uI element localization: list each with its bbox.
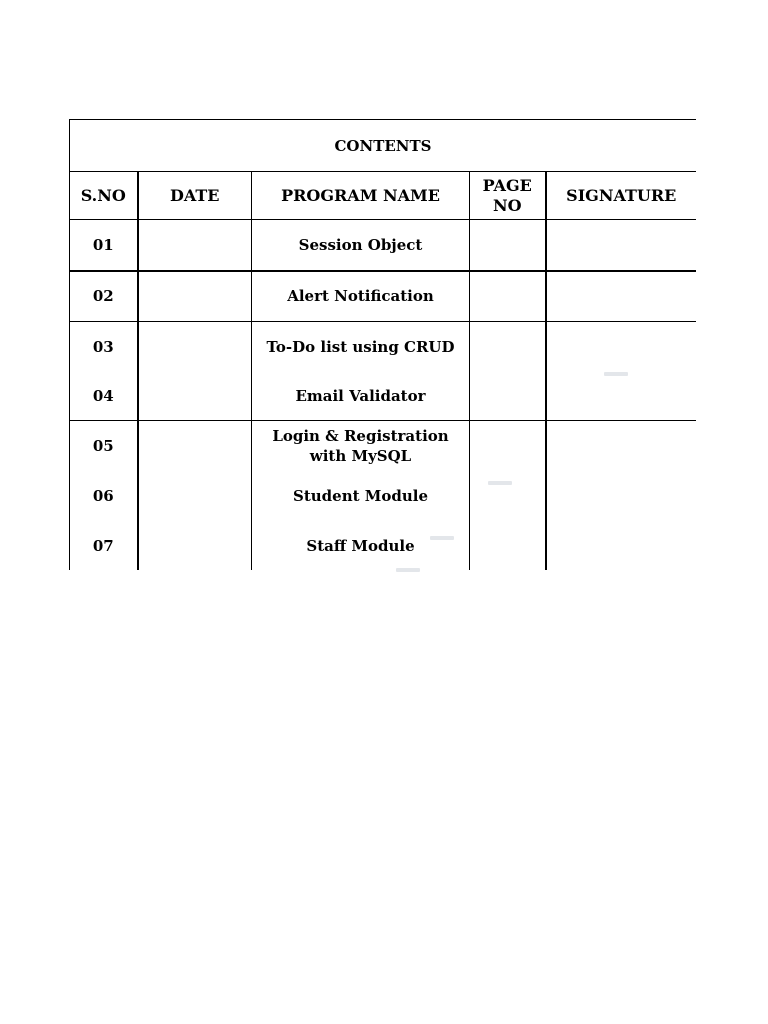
contents-table	[69, 119, 696, 570]
group-program-cell	[252, 421, 470, 571]
row-page-no	[470, 220, 546, 271]
row-date	[138, 220, 252, 271]
scan-smudge	[396, 568, 420, 572]
row-signature	[551, 371, 693, 420]
table-row	[70, 271, 697, 322]
scan-smudge	[430, 536, 454, 540]
row-program-name: Staff Module	[306, 537, 415, 555]
row-program-name: Alert Notification	[252, 271, 470, 322]
table-row-group	[70, 322, 697, 421]
group-page-cell	[470, 322, 546, 421]
row-sno: 01	[70, 220, 138, 271]
scan-smudge	[604, 372, 628, 376]
row-page-no	[474, 521, 541, 570]
title-row	[70, 120, 697, 172]
row-page-no	[474, 371, 541, 420]
group-signature-cell	[546, 322, 697, 421]
row-signature	[546, 271, 697, 322]
row-date	[143, 371, 248, 420]
row-program-name: Session Object	[252, 220, 470, 271]
header-date: DATE	[138, 172, 252, 220]
row-program-name: To-Do list using CRUD	[266, 337, 455, 356]
row-sno: 06	[92, 487, 114, 505]
header-sno: S.NO	[70, 172, 138, 220]
row-signature	[551, 471, 693, 521]
row-signature	[546, 220, 697, 271]
header-row	[70, 172, 697, 220]
row-sno: 03	[92, 337, 114, 356]
row-page-no	[474, 471, 541, 521]
row-page-no	[474, 421, 541, 471]
scan-smudge	[488, 481, 512, 485]
row-program-name: Email Validator	[295, 386, 426, 405]
contents-sheet	[69, 119, 696, 570]
row-sno: 04	[92, 386, 114, 405]
contents-title: CONTENTS	[70, 120, 697, 172]
row-date	[138, 271, 252, 322]
row-date	[143, 471, 248, 521]
group-date-cell	[138, 322, 252, 421]
row-date	[143, 521, 248, 570]
group-page-cell	[470, 421, 546, 571]
header-program-name: PROGRAM NAME	[252, 172, 470, 220]
row-sno: 07	[92, 537, 114, 555]
header-signature: SIGNATURE	[546, 172, 697, 220]
row-program-name: Student Module	[293, 487, 428, 505]
header-page-no: PAGE NO	[470, 172, 546, 220]
table-row	[70, 220, 697, 271]
table-row-group	[70, 421, 697, 571]
row-signature	[551, 421, 693, 471]
row-sno: 02	[70, 271, 138, 322]
group-sno-cell	[70, 421, 138, 571]
row-signature	[551, 322, 693, 371]
row-page-no	[470, 271, 546, 322]
row-date	[143, 421, 248, 471]
row-program-name: Login & Registration with MySQL	[272, 427, 449, 465]
row-sno: 05	[92, 437, 114, 455]
row-date	[143, 322, 248, 371]
group-program-cell	[252, 322, 470, 421]
row-page-no	[474, 322, 541, 371]
group-date-cell	[138, 421, 252, 571]
group-sno-cell	[70, 322, 138, 421]
row-signature	[551, 521, 693, 570]
group-signature-cell	[546, 421, 697, 571]
